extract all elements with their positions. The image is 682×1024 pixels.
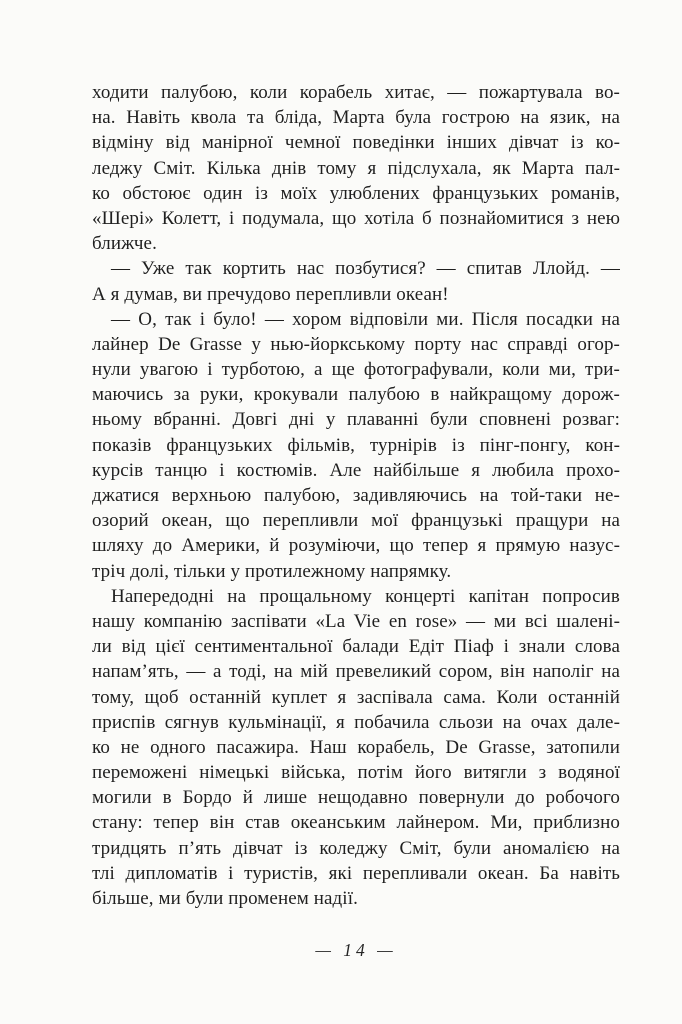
text-line: шляху до Америки, й розуміючи, що тепер я прямую назус- [92,535,620,557]
text-line: — Уже так кортить нас позбутися? — спитав Ллойд. — [111,258,620,280]
text-line: лайнер De Grasse у нью-йоркському порту нас справді огор- [92,333,620,355]
text-line: більше, ми були променем надії. [92,888,358,909]
text-line: тому, щоб останній куплет я заспівала сама. Коли останній [92,686,620,708]
text-line: ко не одного пасажира. Наш корабель, De Grasse, затопили [92,736,620,758]
text-block [92,80,620,911]
text-line: Напередодні на прощальному концерті капітан попросив [111,585,620,607]
text-line: показів французьких фільмів, турнірів із пінг-понгу, кон- [92,434,620,456]
text-line: ньому вбранні. Довгі дні у плаванні були сповнені розваг: [92,409,620,431]
text-line: ходити палубою, коли корабель хитає, — пожартувала во- [92,82,620,103]
page-number: — 14 — [315,940,397,960]
text-line: відміну від манірної чемної поведінки інших дівчат із ко- [92,132,620,154]
text-line: ко обстоює один із моїх улюблених французьких романів, [92,182,620,204]
text-line: могили в Бордо й лише нещодавно повернули до робочого [92,787,620,809]
text-line: тлі дипломатів і туристів, які перепливали океан. Ба навіть [92,862,620,884]
text-line: приспів сягнув кульмінації, я побачила сльози на очах дале- [92,711,620,733]
text-line: на. Навіть квола та бліда, Марта була гострою на язик, на [92,107,620,129]
text-line: тріч долі, тільки у протилежному напрямку. [92,560,452,582]
text-line: А я думав, ви пречудово перепливли океан! [92,283,449,305]
text-line: тридцять п’ять дівчат із коледжу Сміт, були аномалією на [92,837,620,859]
text-line: джатися верхньою палубою, задивляючись на той-таки не- [92,485,620,506]
text-line: — О, так і було! — хором відповіли ми. Після посадки на [111,308,620,330]
text-line: курсів танцю і костюмів. Але найбільше я любила прохо- [92,459,620,481]
text-line: напам’ять, — а тоді, на мій превеликий сором, він наполіг на [92,661,620,683]
text-line: нули увагою і турботою, а ще фотографували, коли ми, три- [92,359,620,381]
text-line: переможені німецькі війська, потім його витягли з водяної [92,762,620,784]
text-line: стану: тепер він став океанським лайнером. Ми, приблизно [92,812,620,834]
text-line: «Шері» Колетт, і подумала, що хотіла б познайомитися з нею [92,207,620,229]
text-line: нашу компанію заспівати «La Vie en rose» — ми всі шалені- [92,610,620,632]
text-line: ближче. [92,233,157,255]
text-line: леджу Сміт. Кілька днів тому я підслухала, як Марта пал- [92,157,620,179]
text-line: маючись за руки, крокували палубою в найкращому дорож- [92,384,620,406]
text-line: озорий океан, що перепливли мої французькі пращури на [92,510,620,532]
text-line: ли від цієї сентиментальної балади Едіт Піаф і знали слова [92,636,620,658]
